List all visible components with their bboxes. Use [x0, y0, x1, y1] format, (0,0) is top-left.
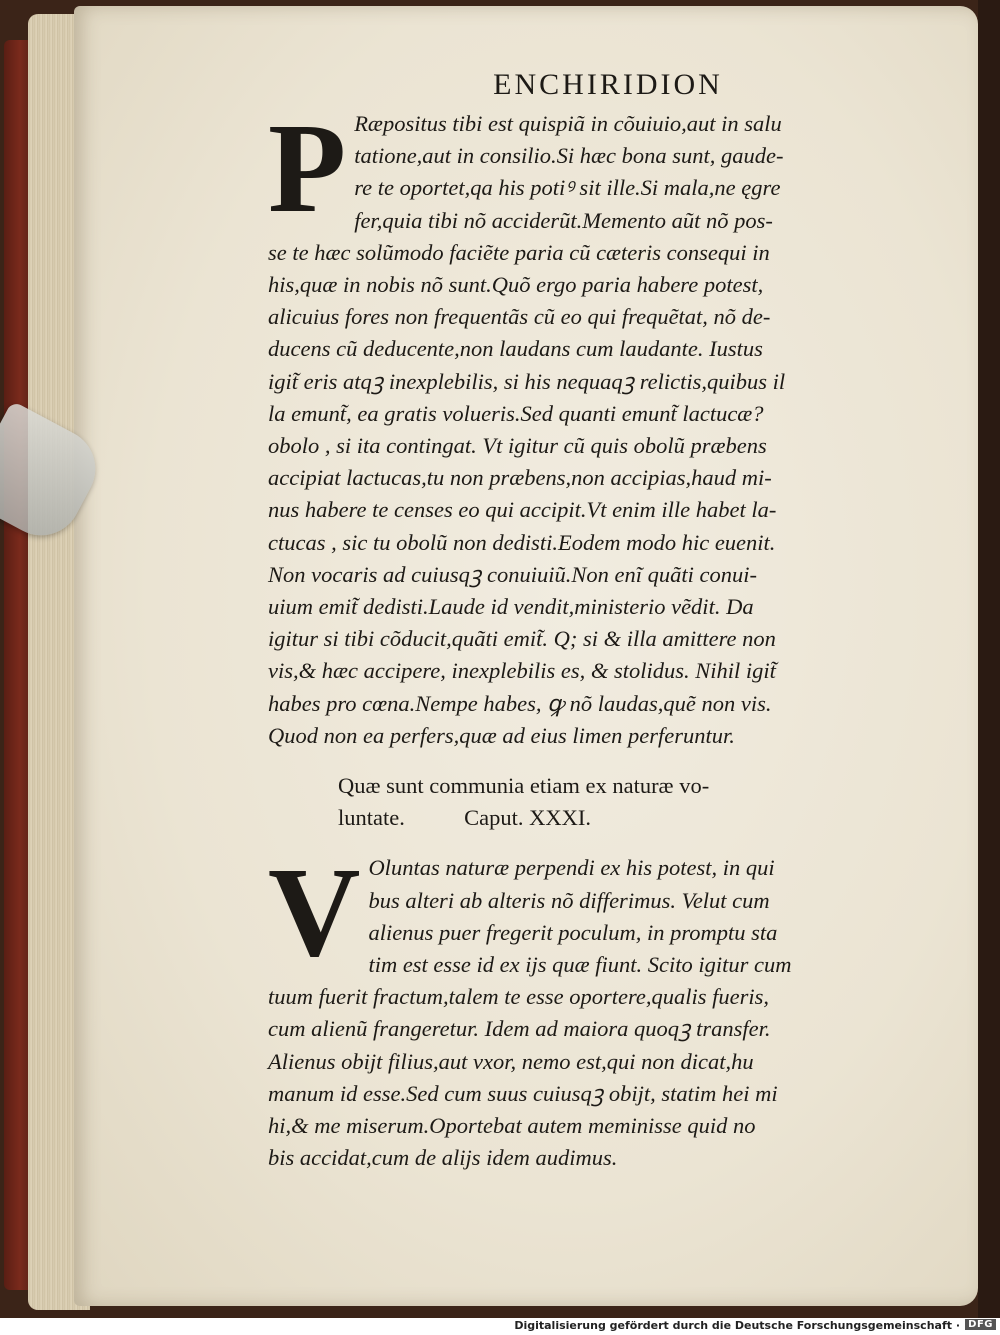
- chapter-heading: [268, 770, 908, 834]
- text-line: ducens cũ deducente,non laudans cum laudante. Iustus: [268, 336, 763, 362]
- text-line: igitur si tibi cõducit,quãti emit̃. Q; si & illa amittere non: [268, 626, 776, 652]
- dfg-logo: DFG: [965, 1319, 996, 1330]
- text-line: re te oportet,qa his potiꝰ sit ille.Si mala,ne ęgre: [354, 175, 781, 201]
- text-line: accipiat lactucas,tu non præbens,non accipias,haud mi-: [268, 465, 772, 491]
- text-line: ctucas , sic tu obolũ non dedisti.Eodem modo hic euenit.: [268, 529, 776, 555]
- text-line: hi,& me miserum.Oportebat autem meminisse quid no: [268, 1113, 756, 1139]
- text-line: habes pro cœna.Nempe habes, ꝙ nõ laudas,quẽ non vis.: [268, 690, 772, 716]
- text-line: la emunt̃, ea gratis volueris.Sed quanti emunt̃ lactucæ?: [268, 400, 764, 426]
- text-line: Oluntas naturæ perpendi ex his potest, in qui: [368, 855, 775, 881]
- text-line: bus alteri ab alteris nõ differimus. Velut cum: [368, 887, 770, 913]
- text-line: vis,& hæc accipere, inexplebilis es, & stolidus. Nihil igit̃: [268, 658, 776, 684]
- text-line: obolo , si ita contingat. Vt igitur cũ quis obolũ præbens: [268, 433, 767, 459]
- text-line: igit̃ eris atqꝫ inexplebilis, si his nequaqꝫ relictis,quibus il: [268, 368, 786, 394]
- text-line: alienus puer fregerit poculum, in promptu sta: [368, 919, 778, 945]
- footer-bar: [0, 1318, 1000, 1335]
- text-line: manum id esse.Sed cum suus cuiusqꝫ obijt, statim hei mi: [268, 1080, 778, 1106]
- text-line: tatione,aut in consilio.Si hæc bona sunt, gaude-: [354, 143, 784, 169]
- text-line: Quod non ea perfers,quæ ad eius limen perferuntur.: [268, 722, 735, 748]
- paragraph-1: [268, 97, 908, 752]
- text-line: tuum fuerit fractum,talem te esse oportere,qualis fueris,: [268, 984, 769, 1010]
- page-text: [268, 68, 908, 1175]
- footer-credit: Digitalisierung gefördert durch die Deutsche Forschungsgemeinschaft ·: [514, 1319, 960, 1332]
- text-line: se te hæc solũmodo faciẽte paria cũ cæteris consequi in: [268, 239, 770, 265]
- text-line: cum alienũ frangeretur. Idem ad maiora quoqꝫ transfer.: [268, 1016, 771, 1042]
- text-line: nus habere te censes eo qui accipit.Vt enim ille habet la-: [268, 497, 777, 523]
- chapter-heading-line-2: [338, 802, 908, 834]
- text-line: tim est esse id ex ijs quæ fiunt. Scito igitur cum: [368, 952, 792, 978]
- text-line: Ræpositus tibi est quispiã in cõuiuio,aut in salu: [354, 111, 782, 136]
- text-line: fer,quia tibi nõ acciderũt.Memento aũt nõ pos-: [354, 207, 773, 233]
- text-line: Alienus obijt filius,aut vxor, nemo est,qui non dicat,hu: [268, 1048, 754, 1074]
- text-line: uium emit̃ dedisti.Laude id vendit,ministerio vẽdit. Da: [268, 594, 754, 620]
- running-head: ENCHIRIDION: [493, 68, 723, 101]
- chapter-number: Caput. XXXI.: [464, 805, 591, 831]
- text-line: his,quæ in nobis nõ sunt.Quõ ergo paria habere potest,: [268, 272, 764, 298]
- drop-cap-p: P: [268, 97, 347, 239]
- paragraph-2: [268, 841, 908, 1174]
- chapter-heading-line-1: Quæ sunt communia etiam ex naturæ vo-: [338, 773, 710, 799]
- right-background: [978, 0, 1000, 1318]
- text-line: bis accidat,cum de alijs idem audimus.: [268, 1145, 618, 1171]
- drop-cap-v: V: [268, 841, 361, 984]
- text-line: alicuius fores non frequentãs cũ eo qui frequẽtat, nõ de-: [268, 304, 771, 330]
- text-line: Non vocaris ad cuiusqꝫ conuiuiũ.Non enĩ quãti conui-: [268, 561, 757, 587]
- chapter-heading-word: luntate.: [338, 805, 405, 831]
